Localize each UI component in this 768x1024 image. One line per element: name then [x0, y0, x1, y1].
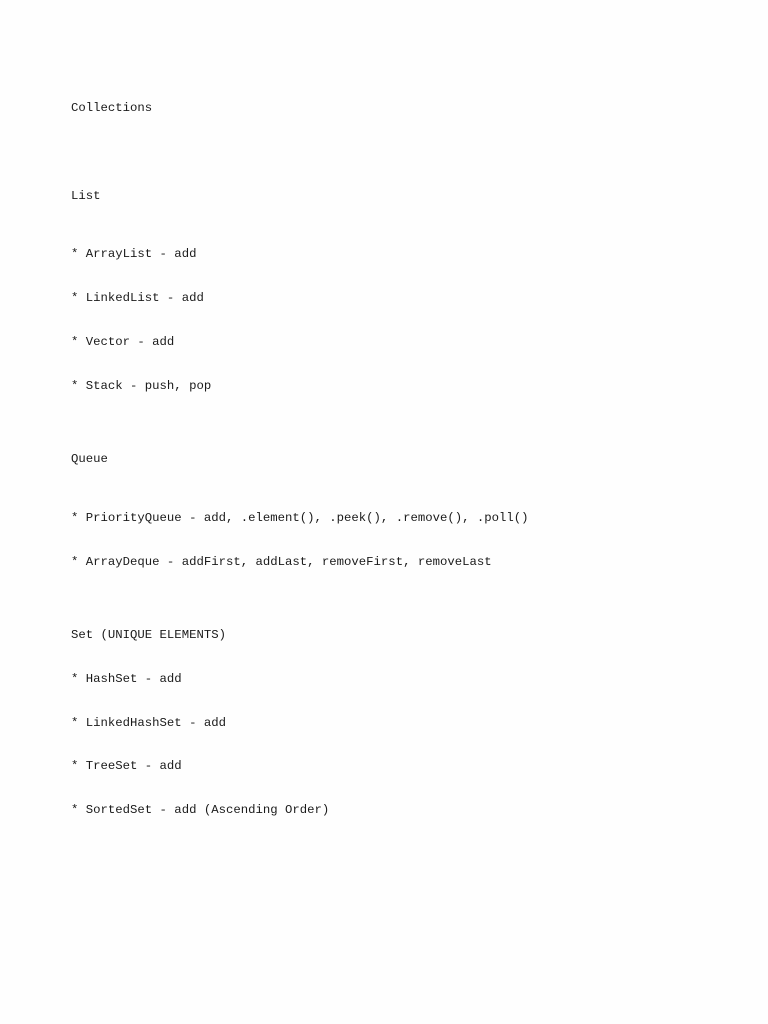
document-title: Collections [71, 101, 153, 116]
list-item: * Stack - push, pop [71, 378, 212, 393]
section-heading-queue: Queue [71, 452, 108, 467]
list-item: * ArrayDeque - addFirst, addLast, removeFirst, removeLast [71, 554, 492, 569]
list-item: * TreeSet - add [71, 759, 182, 774]
list-item: * LinkedHashSet - add [71, 715, 226, 730]
list-item: * ArrayList - add [71, 247, 197, 262]
list-item: * SortedSet - add (Ascending Order) [71, 803, 330, 818]
section-heading-set: Set (UNIQUE ELEMENTS) [71, 628, 226, 642]
document-body [71, 72, 529, 847]
list-item: * LinkedList - add [71, 291, 204, 306]
list-item: * HashSet - add [71, 671, 182, 686]
list-item: * PriorityQueue - add, .element(), .peek(), .remove(), .poll() [71, 510, 529, 525]
section-heading-list: List [71, 188, 101, 203]
list-item: * Vector - add [71, 334, 175, 349]
